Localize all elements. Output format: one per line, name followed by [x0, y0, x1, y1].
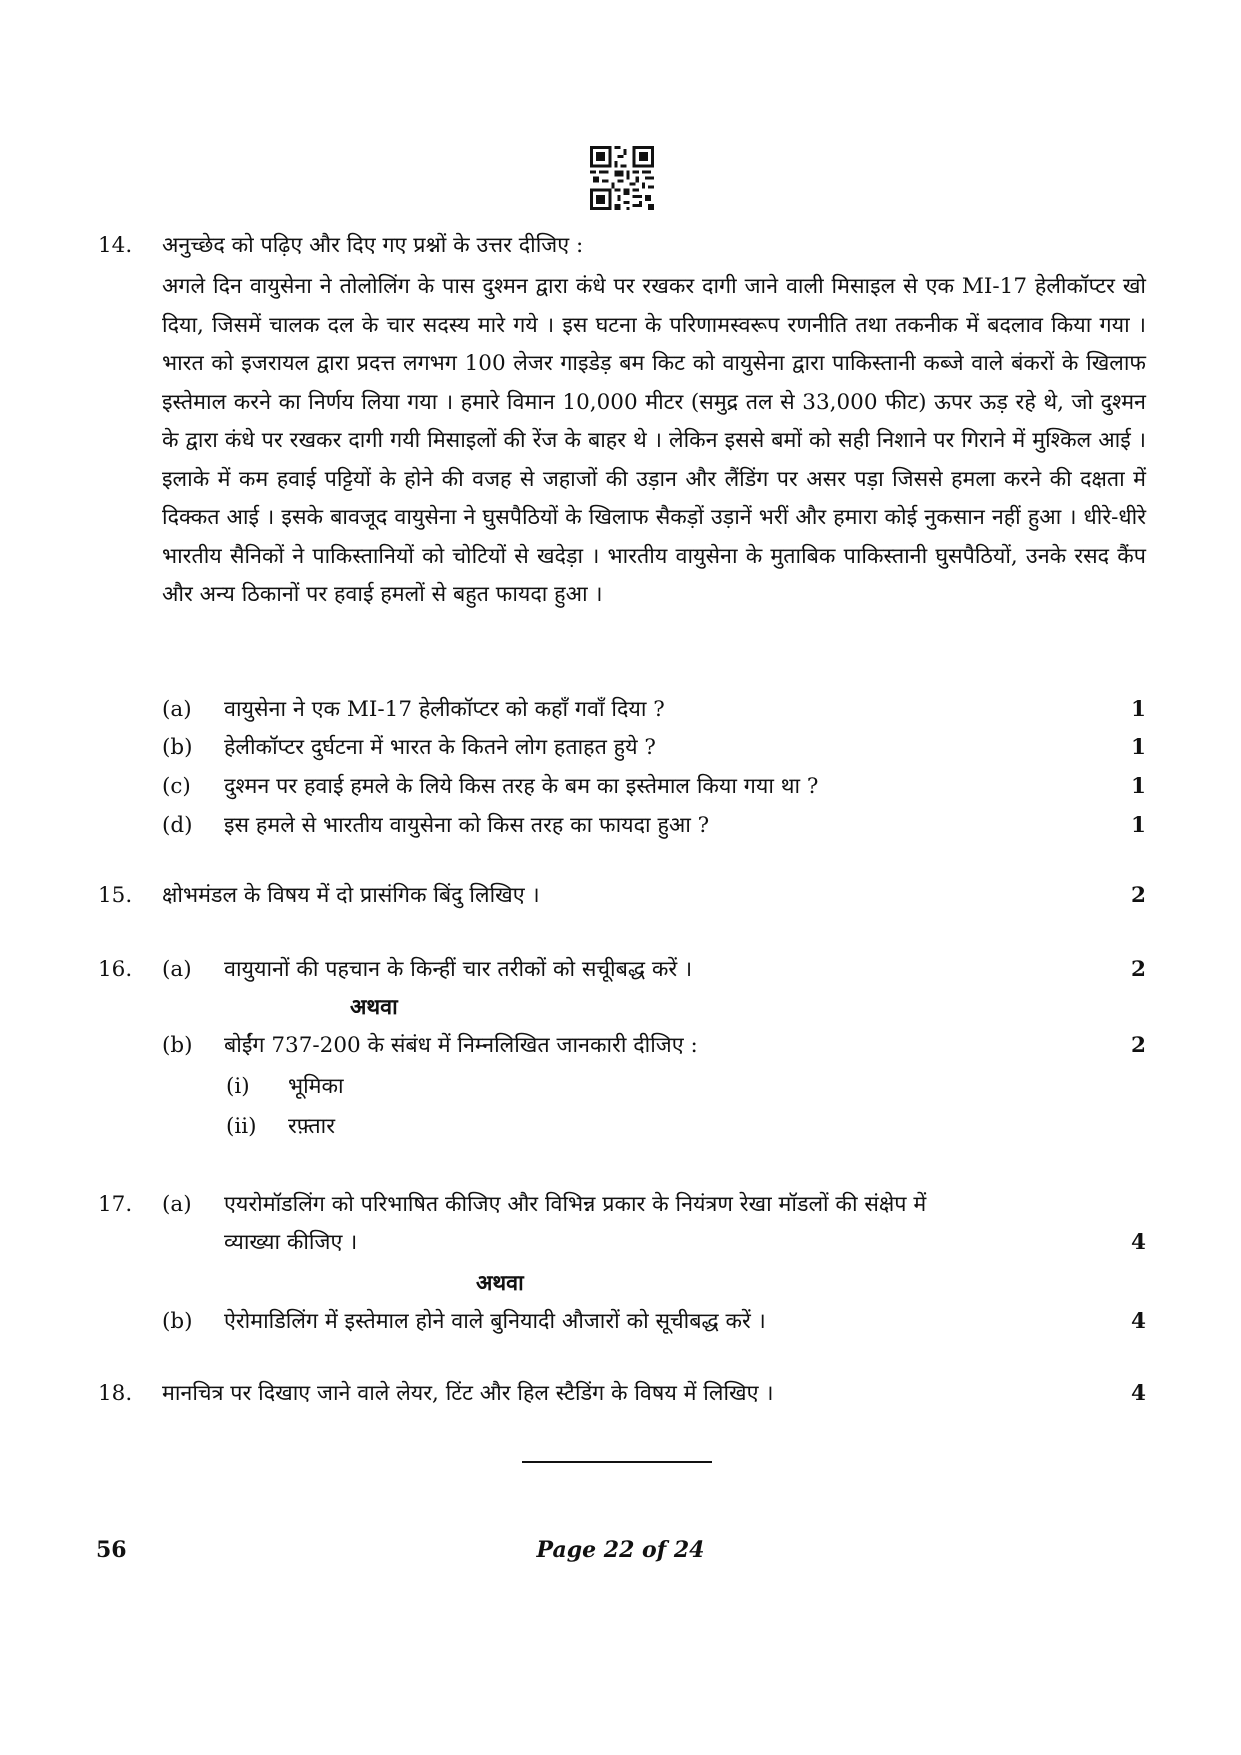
marks: 1 — [1131, 774, 1146, 799]
exam-page: 14. अनुच्छेद को पढ़िए और दिए गए प्रश्नों के उत्तर दीजिए : अगले दिन वायुसेना ने तोलोलिंग के पास दुश्मन द्वारा कंधे पर रखकर दागी जाने वाली मिसाइल से एक MI-17 हेलीकॉप्टर खो दिया, जिसमें चालक दल के चार सदस्य मारे गये । इस घटना के परिणामस्वरूप रणनीति तथा तकनीक में बदलाव किया गया । भारत को इजरायल द्वारा प्रदत्त लगभग 100 लेजर गाइडेड़ बम किट को वायुसेना द्वारा पाकिस्तानी कब्जे वाले बंकरों के खिलाफ इस्तेमाल करने का निर्णय लिया गया । हमारे विमान 10,000 मीटर (समुद्र तल से 33,000 फीट) ऊपर ऊड़ रहे थे, जो दुश्मन के द्वारा कंधे पर रखकर दागी गयी मिसाइलों की रेंज के बाहर थे । लेकिन इससे बमों को सही निशाने पर गिराने में मुश्किल आई । इलाके में कम हवाई पट्टियों के होने की वजह से जहाजों की उड़ान और लैंडिंग पर असर पड़ा जिससे हमला करने की दक्षता में दिक्कत आई । इसके बावजूद वायुसेना ने घुसपैठियों के खिलाफ सैकड़ों उड़ानें भरीं और हमारा कोई नुकसान नहीं हुआ । धीरे-धीरे भारतीय सैनिकों ने पाकिस्तानियों को चोटियों से खदेड़ा । भारतीय वायुसेना के मुताबिक पाकिस्तानी घुसपैठियों, उनके रसद कैंप और अन्य ठिकानों पर हवाई हमलों से बहुत फायदा हुआ । (a) वायुसेना ने एक MI-17 हेलीकॉप्टर को कहाँ गवाँ दिया ? 1 (b) हेलीकॉप्टर दुर्घटना में भारत के कितने लोग हताहत हुये ? 1 (c) दुश्मन पर हवाई हमले के लिये किस तरह के बम का इस्तेमाल किया गया था ? 1 (d) इस हमले से भारतीय वायुसेना को किस तरह का फायदा हुआ ? 1 15. क्षोभमंडल के विषय में दो प्रासंगिक बिंदु लिखिए । 2 16. (a) वायुयानों की पहचान के किन्हीं चार तरीकों को सचूीबद्ध करें । 2 अथवा (b) बोईंग 737-200 के संबंध में निम्नलिखित जानकारी दीजिए : 2 (i) भूमिका (ii) रफ़्तार 17. (a) एयरोमॉडलिंग को परिभाषित कीजिए और विभिन्न प्रकार के नियंत्रण रेखा मॉडलों की संक्षेप में व्याख्या कीजिए । 4 अथवा (b) ऐरोमाडिलिंग में इस्तेमाल होने वाले बुनियादी औजारों को सूचीबद्ध करें । 4 18. मानचित्र पर दिखाए जाने वाले लेयर, टिंट और हिल स्टैडिंग के विषय में लिखिए । 4 56 Page 22 of 24 — [0, 0, 1241, 1755]
sub-question-text: इस हमले से भारतीय वायुसेना को किस तरह का फायदा हुआ ? — [224, 813, 710, 838]
sub-question-text: व्याख्या कीजिए । — [224, 1230, 358, 1255]
sub-question-text: ऐरोमाडिलिंग में इस्तेमाल होने वाले बुनियादी औजारों को सूचीबद्ध करें । — [224, 1309, 766, 1334]
sub-question-text: दुश्मन पर हवाई हमले के लिये किस तरह के बम का इस्तेमाल किया गया था ? — [224, 774, 819, 799]
marks: 2 — [1131, 883, 1146, 908]
marks: 2 — [1131, 1033, 1146, 1058]
question-text: मानचित्र पर दिखाए जाने वाले लेयर, टिंट और हिल स्टैडिंग के विषय में लिखिए । — [162, 1381, 774, 1406]
question-number: 15. — [98, 883, 133, 908]
question-intro: अनुच्छेद को पढ़िए और दिए गए प्रश्नों के उत्तर दीजिए : — [162, 233, 584, 258]
question-number: 18. — [98, 1381, 133, 1406]
marks: 2 — [1131, 957, 1146, 982]
marks: 4 — [1131, 1381, 1146, 1406]
marks: 4 — [1131, 1309, 1146, 1334]
question-number: 16. — [98, 957, 133, 982]
marks: 1 — [1131, 813, 1146, 838]
question-number: 14. — [98, 233, 133, 258]
paper-code: 56 — [96, 1537, 127, 1563]
marks: 1 — [1131, 697, 1146, 722]
page-number: Page 22 of 24 — [536, 1537, 705, 1563]
marks: 4 — [1131, 1230, 1146, 1255]
sub-question-text: वायुयानों की पहचान के किन्हीं चार तरीकों को सचूीबद्ध करें । — [224, 957, 693, 982]
question-text: क्षोभमंडल के विषय में दो प्रासंगिक बिंदु लिखिए । — [162, 883, 540, 908]
sub-question-text: हेलीकॉप्टर दुर्घटना में भारत के कितने लोग हताहत हुये ? — [224, 735, 656, 760]
sub-question-text: बोईंग 737-200 के संबंध में निम्नलिखित जानकारी दीजिए : — [224, 1033, 698, 1058]
passage: अगले दिन वायुसेना ने तोलोलिंग के पास दुश्मन द्वारा कंधे पर रखकर दागी जाने वाली मिसाइल से एक MI-17 हेलीकॉप्टर खो दिया, जिसमें चालक दल के चार सदस्य मारे गये । इस घटना के परिणामस्वरूप रणनीति तथा तकनीक में बदलाव किया गया । भारत को इजरायल द्वारा प्रदत्त लगभग 100 लेजर गाइडेड़ बम किट को वायुसेना द्वारा पाकिस्तानी कब्जे वाले बंकरों के खिलाफ इस्तेमाल करने का निर्णय लिया गया । हमारे विमान 10,000 मीटर (समुद्र तल से 33,000 फीट) ऊपर ऊड़ रहे थे, जो दुश्मन के द्वारा कंधे पर रखकर दागी गयी मिसाइलों की रेंज के बाहर थे । लेकिन इससे बमों को सही निशाने पर गिराने में मुश्किल आई । इलाके में कम हवाई पट्टियों के होने की वजह से जहाजों की उड़ान और लैंडिंग पर असर पड़ा जिससे हमला करने की दक्षता में दिक्कत आई । इसके बावजूद वायुसेना ने घुसपैठियों के खिलाफ सैकड़ों उड़ानें भरीं और हमारा कोई नुकसान नहीं हुआ । धीरे-धीरे भारतीय सैनिकों ने पाकिस्तानियों को चोटियों से खदेड़ा । भारतीय वायुसेना के मुताबिक पाकिस्तानी घुसपैठियों, उनके रसद कैंप और अन्य ठिकानों पर हवाई हमलों से बहुत फायदा हुआ । — [162, 274, 1146, 607]
sub-question-text: एयरोमॉडलिंग को परिभाषित कीजिए और विभिन्न प्रकार के नियंत्रण रेखा मॉडलों की संक्षेप में — [224, 1192, 927, 1217]
question-number: 17. — [98, 1192, 133, 1217]
end-rule — [522, 1461, 712, 1463]
marks: 1 — [1131, 735, 1146, 760]
sub-question-text: वायुसेना ने एक MI-17 हेलीकॉप्टर को कहाँ गवाँ दिया ? — [224, 697, 665, 722]
qr-code-icon — [590, 146, 654, 210]
